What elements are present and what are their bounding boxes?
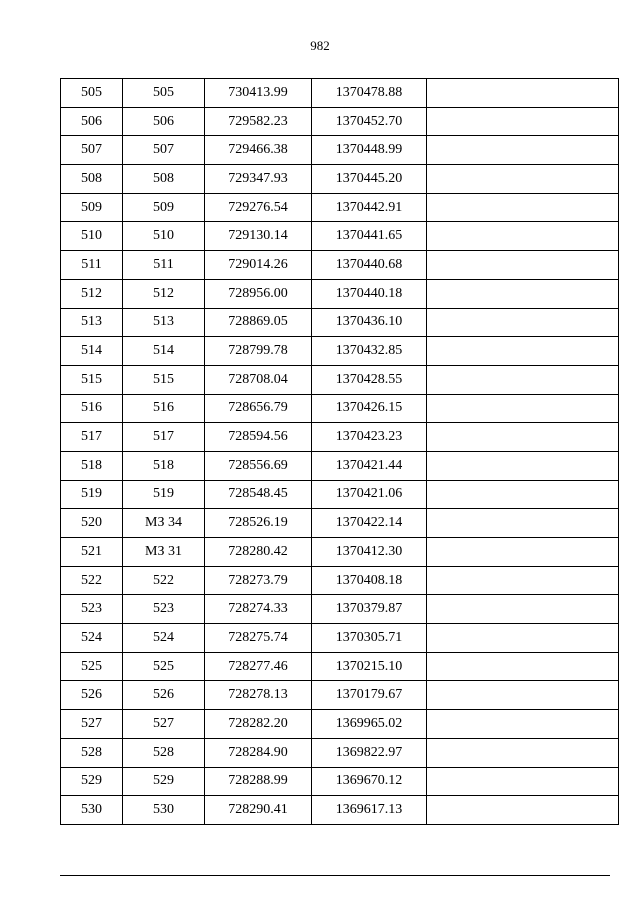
table-row xyxy=(61,136,619,165)
note-cell xyxy=(427,251,619,280)
row-number-cell: 509 xyxy=(61,193,123,222)
point-id-cell: 508 xyxy=(123,165,205,194)
note-cell xyxy=(427,394,619,423)
table-row xyxy=(61,538,619,567)
x-coordinate-cell: 730413.99 xyxy=(205,79,312,108)
note-cell xyxy=(427,681,619,710)
table-row xyxy=(61,193,619,222)
y-coordinate-cell: 1370452.70 xyxy=(312,107,427,136)
table-body xyxy=(61,79,619,825)
point-id-cell: 525 xyxy=(123,652,205,681)
row-number-cell: 515 xyxy=(61,365,123,394)
x-coordinate-cell: 729014.26 xyxy=(205,251,312,280)
footer-divider xyxy=(60,875,610,876)
note-cell xyxy=(427,509,619,538)
table-row xyxy=(61,624,619,653)
y-coordinate-cell: 1370441.65 xyxy=(312,222,427,251)
table-row xyxy=(61,423,619,452)
y-coordinate-cell: 1370432.85 xyxy=(312,337,427,366)
y-coordinate-cell: 1370423.23 xyxy=(312,423,427,452)
table-row xyxy=(61,107,619,136)
table-row xyxy=(61,480,619,509)
row-number-cell: 530 xyxy=(61,796,123,825)
table-row xyxy=(61,394,619,423)
point-id-cell: 522 xyxy=(123,566,205,595)
y-coordinate-cell: 1370379.87 xyxy=(312,595,427,624)
y-coordinate-cell: 1370428.55 xyxy=(312,365,427,394)
point-id-cell: 526 xyxy=(123,681,205,710)
row-number-cell: 512 xyxy=(61,279,123,308)
note-cell xyxy=(427,710,619,739)
x-coordinate-cell: 728548.45 xyxy=(205,480,312,509)
row-number-cell: 526 xyxy=(61,681,123,710)
x-coordinate-cell: 728290.41 xyxy=(205,796,312,825)
row-number-cell: 510 xyxy=(61,222,123,251)
note-cell xyxy=(427,652,619,681)
x-coordinate-cell: 728284.90 xyxy=(205,738,312,767)
point-id-cell: МЗ 31 xyxy=(123,538,205,567)
note-cell xyxy=(427,79,619,108)
point-id-cell: 524 xyxy=(123,624,205,653)
y-coordinate-cell: 1369617.13 xyxy=(312,796,427,825)
row-number-cell: 519 xyxy=(61,480,123,509)
point-id-cell: МЗ 34 xyxy=(123,509,205,538)
row-number-cell: 517 xyxy=(61,423,123,452)
point-id-cell: 505 xyxy=(123,79,205,108)
note-cell xyxy=(427,566,619,595)
note-cell xyxy=(427,624,619,653)
y-coordinate-cell: 1370426.15 xyxy=(312,394,427,423)
x-coordinate-cell: 728556.69 xyxy=(205,451,312,480)
note-cell xyxy=(427,767,619,796)
x-coordinate-cell: 728288.99 xyxy=(205,767,312,796)
y-coordinate-cell: 1370422.14 xyxy=(312,509,427,538)
point-id-cell: 529 xyxy=(123,767,205,796)
table-row xyxy=(61,365,619,394)
row-number-cell: 514 xyxy=(61,337,123,366)
y-coordinate-cell: 1370442.91 xyxy=(312,193,427,222)
x-coordinate-cell: 728526.19 xyxy=(205,509,312,538)
row-number-cell: 527 xyxy=(61,710,123,739)
row-number-cell: 513 xyxy=(61,308,123,337)
point-id-cell: 515 xyxy=(123,365,205,394)
x-coordinate-cell: 729276.54 xyxy=(205,193,312,222)
table-row xyxy=(61,710,619,739)
x-coordinate-cell: 728274.33 xyxy=(205,595,312,624)
row-number-cell: 525 xyxy=(61,652,123,681)
y-coordinate-cell: 1370305.71 xyxy=(312,624,427,653)
x-coordinate-cell: 729130.14 xyxy=(205,222,312,251)
row-number-cell: 528 xyxy=(61,738,123,767)
table-row xyxy=(61,79,619,108)
point-id-cell: 506 xyxy=(123,107,205,136)
y-coordinate-cell: 1370448.99 xyxy=(312,136,427,165)
x-coordinate-cell: 728273.79 xyxy=(205,566,312,595)
point-id-cell: 507 xyxy=(123,136,205,165)
coordinates-table xyxy=(60,78,619,825)
y-coordinate-cell: 1370478.88 xyxy=(312,79,427,108)
table-row xyxy=(61,308,619,337)
point-id-cell: 512 xyxy=(123,279,205,308)
note-cell xyxy=(427,738,619,767)
table-row xyxy=(61,337,619,366)
x-coordinate-cell: 728799.78 xyxy=(205,337,312,366)
table-row xyxy=(61,165,619,194)
row-number-cell: 521 xyxy=(61,538,123,567)
x-coordinate-cell: 728280.42 xyxy=(205,538,312,567)
note-cell xyxy=(427,796,619,825)
point-id-cell: 519 xyxy=(123,480,205,509)
point-id-cell: 509 xyxy=(123,193,205,222)
note-cell xyxy=(427,107,619,136)
row-number-cell: 518 xyxy=(61,451,123,480)
point-id-cell: 517 xyxy=(123,423,205,452)
table-row xyxy=(61,451,619,480)
row-number-cell: 522 xyxy=(61,566,123,595)
y-coordinate-cell: 1370440.18 xyxy=(312,279,427,308)
x-coordinate-cell: 728956.00 xyxy=(205,279,312,308)
x-coordinate-cell: 729347.93 xyxy=(205,165,312,194)
note-cell xyxy=(427,423,619,452)
point-id-cell: 523 xyxy=(123,595,205,624)
note-cell xyxy=(427,279,619,308)
row-number-cell: 508 xyxy=(61,165,123,194)
y-coordinate-cell: 1369670.12 xyxy=(312,767,427,796)
table-row xyxy=(61,222,619,251)
note-cell xyxy=(427,538,619,567)
y-coordinate-cell: 1370440.68 xyxy=(312,251,427,280)
x-coordinate-cell: 728275.74 xyxy=(205,624,312,653)
x-coordinate-cell: 728277.46 xyxy=(205,652,312,681)
row-number-cell: 505 xyxy=(61,79,123,108)
y-coordinate-cell: 1370421.44 xyxy=(312,451,427,480)
note-cell xyxy=(427,480,619,509)
note-cell xyxy=(427,337,619,366)
y-coordinate-cell: 1370408.18 xyxy=(312,566,427,595)
y-coordinate-cell: 1370436.10 xyxy=(312,308,427,337)
y-coordinate-cell: 1370445.20 xyxy=(312,165,427,194)
row-number-cell: 523 xyxy=(61,595,123,624)
point-id-cell: 514 xyxy=(123,337,205,366)
point-id-cell: 530 xyxy=(123,796,205,825)
y-coordinate-cell: 1369965.02 xyxy=(312,710,427,739)
note-cell xyxy=(427,308,619,337)
point-id-cell: 527 xyxy=(123,710,205,739)
x-coordinate-cell: 728594.56 xyxy=(205,423,312,452)
table-row xyxy=(61,652,619,681)
row-number-cell: 507 xyxy=(61,136,123,165)
row-number-cell: 511 xyxy=(61,251,123,280)
table-row xyxy=(61,595,619,624)
note-cell xyxy=(427,193,619,222)
row-number-cell: 516 xyxy=(61,394,123,423)
point-id-cell: 511 xyxy=(123,251,205,280)
point-id-cell: 513 xyxy=(123,308,205,337)
y-coordinate-cell: 1369822.97 xyxy=(312,738,427,767)
point-id-cell: 510 xyxy=(123,222,205,251)
row-number-cell: 520 xyxy=(61,509,123,538)
page-number: 982 xyxy=(310,38,330,53)
point-id-cell: 516 xyxy=(123,394,205,423)
x-coordinate-cell: 728282.20 xyxy=(205,710,312,739)
x-coordinate-cell: 728656.79 xyxy=(205,394,312,423)
y-coordinate-cell: 1370215.10 xyxy=(312,652,427,681)
table-row xyxy=(61,566,619,595)
x-coordinate-cell: 728278.13 xyxy=(205,681,312,710)
note-cell xyxy=(427,165,619,194)
note-cell xyxy=(427,365,619,394)
x-coordinate-cell: 729582.23 xyxy=(205,107,312,136)
table-row xyxy=(61,509,619,538)
table-row xyxy=(61,738,619,767)
x-coordinate-cell: 728869.05 xyxy=(205,308,312,337)
row-number-cell: 524 xyxy=(61,624,123,653)
note-cell xyxy=(427,451,619,480)
table-row xyxy=(61,681,619,710)
x-coordinate-cell: 729466.38 xyxy=(205,136,312,165)
table-row xyxy=(61,767,619,796)
x-coordinate-cell: 728708.04 xyxy=(205,365,312,394)
y-coordinate-cell: 1370412.30 xyxy=(312,538,427,567)
row-number-cell: 529 xyxy=(61,767,123,796)
note-cell xyxy=(427,595,619,624)
point-id-cell: 518 xyxy=(123,451,205,480)
table-row xyxy=(61,279,619,308)
y-coordinate-cell: 1370421.06 xyxy=(312,480,427,509)
note-cell xyxy=(427,222,619,251)
table-row xyxy=(61,796,619,825)
row-number-cell: 506 xyxy=(61,107,123,136)
y-coordinate-cell: 1370179.67 xyxy=(312,681,427,710)
table-row xyxy=(61,251,619,280)
point-id-cell: 528 xyxy=(123,738,205,767)
note-cell xyxy=(427,136,619,165)
